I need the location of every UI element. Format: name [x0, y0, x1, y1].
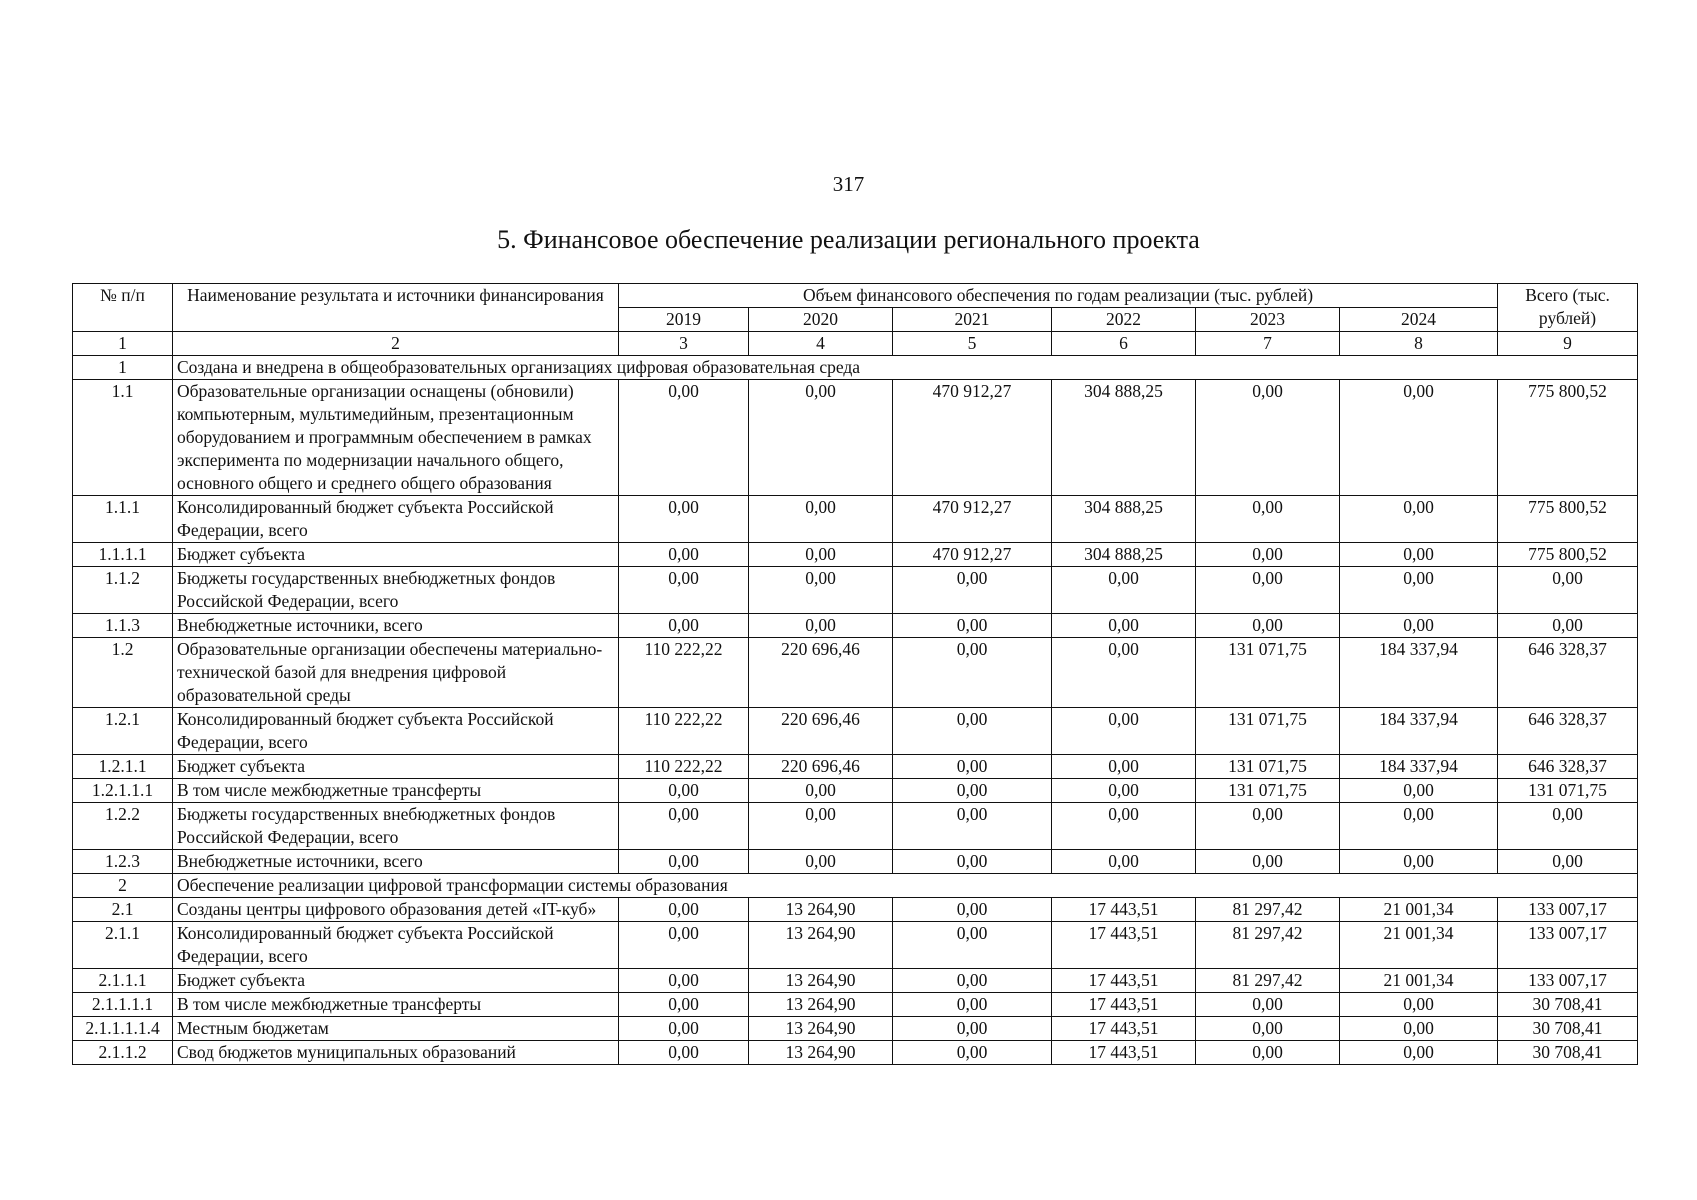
year-value: 17 443,51 — [1052, 969, 1196, 993]
year-value: 184 337,94 — [1340, 708, 1498, 755]
row-name: Бюджеты государственных внебюджетных фондов Российской Федерации, всего — [173, 567, 619, 614]
table-row — [73, 755, 1638, 779]
row-number: 1 — [73, 356, 173, 380]
page-number: 317 — [832, 172, 865, 196]
year-value: 21 001,34 — [1340, 969, 1498, 993]
year-value: 17 443,51 — [1052, 993, 1196, 1017]
header-year: 2022 — [1052, 308, 1196, 332]
total-value: 775 800,52 — [1498, 496, 1638, 543]
row-name: Внебюджетные источники, всего — [173, 850, 619, 874]
total-value: 775 800,52 — [1498, 543, 1638, 567]
row-name: В том числе межбюджетные трансферты — [173, 993, 619, 1017]
year-value: 81 297,42 — [1196, 898, 1340, 922]
year-value: 220 696,46 — [749, 708, 893, 755]
year-value: 0,00 — [1340, 567, 1498, 614]
year-value: 0,00 — [619, 898, 749, 922]
row-number: 2.1 — [73, 898, 173, 922]
row-name: Созданы центры цифрового образования детей «IT-куб» — [173, 898, 619, 922]
total-value: 131 071,75 — [1498, 779, 1638, 803]
row-number: 2.1.1 — [73, 922, 173, 969]
total-value: 30 708,41 — [1498, 1017, 1638, 1041]
row-number: 1.2.3 — [73, 850, 173, 874]
header-total: Всего (тыс. рублей) — [1498, 284, 1638, 332]
row-number: 1.1.2 — [73, 567, 173, 614]
column-number: 7 — [1196, 332, 1340, 356]
year-value: 0,00 — [749, 850, 893, 874]
total-value: 30 708,41 — [1498, 993, 1638, 1017]
row-number: 2.1.1.1 — [73, 969, 173, 993]
total-value: 646 328,37 — [1498, 638, 1638, 708]
row-name: Бюджет субъекта — [173, 543, 619, 567]
table-row — [73, 543, 1638, 567]
total-value: 646 328,37 — [1498, 755, 1638, 779]
year-value: 0,00 — [1052, 779, 1196, 803]
header-year: 2021 — [893, 308, 1052, 332]
year-value: 0,00 — [1340, 1041, 1498, 1065]
year-value: 0,00 — [1196, 1017, 1340, 1041]
table-row — [73, 922, 1638, 969]
year-value: 0,00 — [893, 898, 1052, 922]
year-value: 110 222,22 — [619, 638, 749, 708]
row-name: Бюджеты государственных внебюджетных фондов Российской Федерации, всего — [173, 803, 619, 850]
year-value: 304 888,25 — [1052, 380, 1196, 496]
table-row — [73, 708, 1638, 755]
table-row — [73, 496, 1638, 543]
table-row — [73, 614, 1638, 638]
row-name: Бюджет субъекта — [173, 969, 619, 993]
year-value: 0,00 — [749, 496, 893, 543]
year-value: 0,00 — [1052, 567, 1196, 614]
year-value: 13 264,90 — [749, 1041, 893, 1065]
year-value: 0,00 — [619, 969, 749, 993]
total-value: 0,00 — [1498, 803, 1638, 850]
column-number: 5 — [893, 332, 1052, 356]
column-number: 6 — [1052, 332, 1196, 356]
column-number: 8 — [1340, 332, 1498, 356]
table-header — [73, 284, 1638, 356]
year-value: 110 222,22 — [619, 708, 749, 755]
header-year: 2019 — [619, 308, 749, 332]
table-row — [73, 803, 1638, 850]
row-number: 1.1.3 — [73, 614, 173, 638]
year-value: 13 264,90 — [749, 969, 893, 993]
total-value: 133 007,17 — [1498, 922, 1638, 969]
year-value: 220 696,46 — [749, 755, 893, 779]
financing-table — [72, 283, 1638, 1065]
year-value: 0,00 — [749, 614, 893, 638]
header-year: 2020 — [749, 308, 893, 332]
year-value: 0,00 — [1340, 850, 1498, 874]
year-value: 0,00 — [619, 1041, 749, 1065]
total-value: 775 800,52 — [1498, 380, 1638, 496]
year-value: 0,00 — [1340, 543, 1498, 567]
year-value: 0,00 — [1052, 614, 1196, 638]
document-title: 5. Финансовое обеспечение реализации регионального проекта — [497, 225, 1200, 254]
row-name: Бюджет субъекта — [173, 755, 619, 779]
year-value: 0,00 — [619, 543, 749, 567]
year-value: 184 337,94 — [1340, 755, 1498, 779]
row-number: 2.1.1.2 — [73, 1041, 173, 1065]
year-value: 0,00 — [1052, 803, 1196, 850]
table-body — [73, 356, 1638, 1065]
year-value: 0,00 — [893, 969, 1052, 993]
year-value: 184 337,94 — [1340, 638, 1498, 708]
year-value: 304 888,25 — [1052, 543, 1196, 567]
year-value: 0,00 — [619, 380, 749, 496]
section-title: Создана и внедрена в общеобразовательных организациях цифровая образовательная среда — [173, 356, 1638, 380]
year-value: 0,00 — [619, 614, 749, 638]
row-number: 1.2.1.1.1 — [73, 779, 173, 803]
year-value: 0,00 — [1196, 1041, 1340, 1065]
year-value: 0,00 — [893, 614, 1052, 638]
section-row — [73, 874, 1638, 898]
year-value: 220 696,46 — [749, 638, 893, 708]
row-number: 2 — [73, 874, 173, 898]
column-number: 1 — [73, 332, 173, 356]
year-value: 0,00 — [893, 567, 1052, 614]
year-value: 470 912,27 — [893, 496, 1052, 543]
year-value: 21 001,34 — [1340, 898, 1498, 922]
year-value: 0,00 — [1196, 380, 1340, 496]
year-value: 13 264,90 — [749, 993, 893, 1017]
year-value: 0,00 — [749, 567, 893, 614]
header-volume: Объем финансового обеспечения по годам реализации (тыс. рублей) — [619, 284, 1498, 308]
year-value: 0,00 — [619, 803, 749, 850]
total-value: 0,00 — [1498, 567, 1638, 614]
column-number: 2 — [173, 332, 619, 356]
year-value: 0,00 — [1340, 614, 1498, 638]
total-value: 0,00 — [1498, 614, 1638, 638]
row-number: 1.1.1 — [73, 496, 173, 543]
year-value: 131 071,75 — [1196, 779, 1340, 803]
row-number: 1.2.1 — [73, 708, 173, 755]
year-value: 0,00 — [893, 638, 1052, 708]
year-value: 17 443,51 — [1052, 898, 1196, 922]
table-row — [73, 993, 1638, 1017]
year-value: 0,00 — [1340, 779, 1498, 803]
table-row — [73, 1041, 1638, 1065]
header-year: 2024 — [1340, 308, 1498, 332]
year-value: 110 222,22 — [619, 755, 749, 779]
year-value: 17 443,51 — [1052, 1017, 1196, 1041]
table-row — [73, 567, 1638, 614]
year-value: 17 443,51 — [1052, 922, 1196, 969]
year-value: 304 888,25 — [1052, 496, 1196, 543]
year-value: 0,00 — [749, 543, 893, 567]
year-value: 0,00 — [1340, 496, 1498, 543]
year-value: 0,00 — [749, 380, 893, 496]
year-value: 0,00 — [1340, 993, 1498, 1017]
header-name: Наименование результата и источники финансирования — [173, 284, 619, 332]
column-number: 3 — [619, 332, 749, 356]
year-value: 0,00 — [1052, 708, 1196, 755]
year-value: 0,00 — [893, 779, 1052, 803]
year-value: 21 001,34 — [1340, 922, 1498, 969]
column-number: 9 — [1498, 332, 1638, 356]
year-value: 470 912,27 — [893, 543, 1052, 567]
table-row — [73, 380, 1638, 496]
section-title: Обеспечение реализации цифровой трансформации системы образования — [173, 874, 1638, 898]
year-value: 0,00 — [893, 755, 1052, 779]
table-row — [73, 779, 1638, 803]
year-value: 131 071,75 — [1196, 708, 1340, 755]
year-value: 0,00 — [619, 993, 749, 1017]
year-value: 0,00 — [893, 850, 1052, 874]
table-row — [73, 898, 1638, 922]
year-value: 0,00 — [1340, 380, 1498, 496]
year-value: 0,00 — [619, 567, 749, 614]
row-name: Консолидированный бюджет субъекта Российской Федерации, всего — [173, 496, 619, 543]
header-num: № п/п — [73, 284, 173, 332]
year-value: 0,00 — [619, 779, 749, 803]
total-value: 133 007,17 — [1498, 898, 1638, 922]
total-value: 133 007,17 — [1498, 969, 1638, 993]
year-value: 0,00 — [1196, 496, 1340, 543]
total-value: 30 708,41 — [1498, 1041, 1638, 1065]
row-number: 1.1.1.1 — [73, 543, 173, 567]
year-value: 0,00 — [1196, 543, 1340, 567]
year-value: 0,00 — [619, 850, 749, 874]
year-value: 0,00 — [1196, 993, 1340, 1017]
row-name: Внебюджетные источники, всего — [173, 614, 619, 638]
row-name: Образовательные организации обеспечены материально-технической базой для внедрения цифровой образовательной среды — [173, 638, 619, 708]
year-value: 0,00 — [749, 803, 893, 850]
row-number: 2.1.1.1.1.4 — [73, 1017, 173, 1041]
year-value: 0,00 — [893, 993, 1052, 1017]
year-value: 0,00 — [1340, 803, 1498, 850]
year-value: 0,00 — [1052, 638, 1196, 708]
row-name: Местным бюджетам — [173, 1017, 619, 1041]
row-name: В том числе межбюджетные трансферты — [173, 779, 619, 803]
year-value: 0,00 — [893, 1017, 1052, 1041]
year-value: 470 912,27 — [893, 380, 1052, 496]
year-value: 17 443,51 — [1052, 1041, 1196, 1065]
year-value: 0,00 — [1052, 755, 1196, 779]
year-value: 0,00 — [1196, 567, 1340, 614]
column-number: 4 — [749, 332, 893, 356]
year-value: 0,00 — [1196, 850, 1340, 874]
header-year: 2023 — [1196, 308, 1340, 332]
year-value: 0,00 — [619, 922, 749, 969]
year-value: 131 071,75 — [1196, 638, 1340, 708]
year-value: 0,00 — [1196, 614, 1340, 638]
year-value: 131 071,75 — [1196, 755, 1340, 779]
section-row — [73, 356, 1638, 380]
row-name: Образовательные организации оснащены (обновили) компьютерным, мультимедийным, презентационным оборудованием и программным обеспечением в рамках эксперимента по модернизации начального общего, основного общего и среднего общего образования — [173, 380, 619, 496]
row-number: 1.2.1.1 — [73, 755, 173, 779]
year-value: 13 264,90 — [749, 922, 893, 969]
year-value: 0,00 — [1052, 850, 1196, 874]
row-name: Консолидированный бюджет субъекта Российской Федерации, всего — [173, 708, 619, 755]
year-value: 0,00 — [893, 803, 1052, 850]
year-value: 81 297,42 — [1196, 969, 1340, 993]
row-number: 1.2.2 — [73, 803, 173, 850]
table-row — [73, 850, 1638, 874]
row-name: Свод бюджетов муниципальных образований — [173, 1041, 619, 1065]
row-number: 1.2 — [73, 638, 173, 708]
row-number: 2.1.1.1.1 — [73, 993, 173, 1017]
total-value: 646 328,37 — [1498, 708, 1638, 755]
table-row — [73, 1017, 1638, 1041]
year-value: 81 297,42 — [1196, 922, 1340, 969]
year-value: 0,00 — [1196, 803, 1340, 850]
year-value: 13 264,90 — [749, 1017, 893, 1041]
year-value: 0,00 — [619, 496, 749, 543]
year-value: 13 264,90 — [749, 898, 893, 922]
year-value: 0,00 — [1340, 1017, 1498, 1041]
year-value: 0,00 — [893, 922, 1052, 969]
year-value: 0,00 — [893, 1041, 1052, 1065]
table-row — [73, 969, 1638, 993]
year-value: 0,00 — [893, 708, 1052, 755]
year-value: 0,00 — [619, 1017, 749, 1041]
year-value: 0,00 — [749, 779, 893, 803]
row-name: Консолидированный бюджет субъекта Российской Федерации, всего — [173, 922, 619, 969]
table-row — [73, 638, 1638, 708]
total-value: 0,00 — [1498, 850, 1638, 874]
row-number: 1.1 — [73, 380, 173, 496]
